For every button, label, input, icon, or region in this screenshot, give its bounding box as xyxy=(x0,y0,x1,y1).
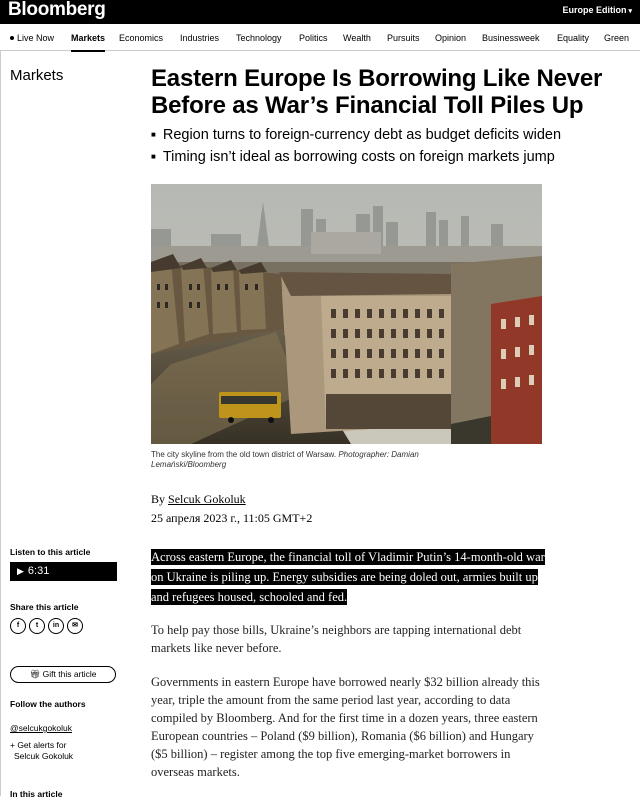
nav-item-label: Businessweek xyxy=(482,33,540,43)
headline-line-2: Before as War’s Financial Toll Piles Up xyxy=(151,92,584,119)
nav-item[interactable] xyxy=(236,33,282,43)
alerts-line-2: Selcuk Gokoluk xyxy=(14,751,74,761)
byline xyxy=(151,492,246,507)
article-headline xyxy=(151,65,640,119)
nav-item[interactable] xyxy=(557,33,589,43)
edition-label: Europe Edition xyxy=(562,5,627,15)
get-alerts-link[interactable] xyxy=(10,740,73,762)
nav-item[interactable] xyxy=(387,33,420,43)
email-icon[interactable]: ✉ xyxy=(67,618,83,634)
lead-paragraph xyxy=(151,547,551,607)
summary-bullet: ■ Timing isn’t ideal as borrowing costs on foreign markets jump xyxy=(151,147,640,169)
author-link[interactable]: Selcuk Gokoluk xyxy=(168,492,246,506)
nav-item[interactable] xyxy=(119,33,163,43)
listen-button[interactable] xyxy=(10,562,117,581)
nav-item-label: Equality xyxy=(557,33,590,43)
top-bar xyxy=(0,0,640,24)
left-divider xyxy=(0,50,1,796)
article-photo xyxy=(151,184,542,444)
share-heading: Share this article xyxy=(10,602,79,612)
nav-item-label: Live Now xyxy=(17,33,55,43)
article-summary xyxy=(151,125,640,169)
gift-label: Gift this article xyxy=(42,669,97,679)
caption-text: The city skyline from the old town district of Warsaw. xyxy=(151,450,337,459)
nav-item[interactable] xyxy=(343,33,371,43)
gift-article-button[interactable] xyxy=(10,666,116,683)
in-article-heading: In this article xyxy=(10,789,63,799)
byline-prefix: By xyxy=(151,492,166,506)
nav-item-label: Industries xyxy=(180,33,220,43)
caption-credit: Photographer: Damian Lemański/Bloomberg xyxy=(151,450,419,469)
section-label[interactable]: Markets xyxy=(10,67,64,84)
listen-duration: 6:31 xyxy=(27,565,50,577)
body-paragraph: Governments in eastern Europe have borrowed nearly $32 billion already this year, triple the amount from the same period last year, according to data compiled by Bloomberg. And for the first time in a dozen years, three eastern European countries – Poland ($9 billion), Romania ($6 billion) and Hungary ($5 billion) – register among the top five emerging-market borrowers in overseas markets. xyxy=(151,675,540,779)
main-nav xyxy=(0,24,640,51)
nav-item[interactable] xyxy=(71,33,105,43)
bloomberg-logo[interactable]: Bloomberg xyxy=(8,0,106,20)
nav-item[interactable] xyxy=(435,33,466,43)
summary-bullet: ■ Region turns to foreign-currency debt as budget deficits widen xyxy=(151,125,640,147)
nav-item[interactable] xyxy=(10,33,54,43)
photo-caption xyxy=(151,450,481,470)
nav-item-label: Pursuits xyxy=(387,33,420,43)
follow-heading: Follow the authors xyxy=(10,699,86,709)
author-handle-link[interactable]: @selcukgokoluk xyxy=(10,723,73,733)
nav-item-label: Opinion xyxy=(435,33,467,43)
share-icons xyxy=(10,618,86,636)
nav-item-label: Economics xyxy=(119,33,164,43)
twitter-icon[interactable]: t xyxy=(29,618,45,634)
headline-line-1: Eastern Europe Is Borrowing Like Never xyxy=(151,65,603,92)
nav-item-label: Wealth xyxy=(343,33,371,43)
nav-item[interactable] xyxy=(299,33,328,43)
nav-item-label: Politics xyxy=(299,33,328,43)
gift-icon: 🎁︎ xyxy=(29,669,41,679)
highlighted-text: Across eastern Europe, the financial toll of Vladimir Putin’s 14-month-old war on Ukraine is piling up. Energy subsidies are being doled out, armies built up and refugees housed, schooled and fed. xyxy=(151,550,545,604)
nav-item-label: Green xyxy=(604,33,630,43)
publish-date: 25 апреля 2023 г., 11:05 GMT+2 xyxy=(151,511,313,525)
listen-heading: Listen to this article xyxy=(10,547,91,557)
edition-selector[interactable] xyxy=(562,5,632,15)
play-icon: ▶ xyxy=(17,566,24,576)
facebook-icon[interactable]: f xyxy=(10,618,26,634)
nav-item-label: Markets xyxy=(71,33,106,43)
nav-item[interactable] xyxy=(482,33,540,43)
nav-item[interactable] xyxy=(180,33,219,43)
chevron-down-icon: ▾ xyxy=(628,8,632,15)
body-paragraph: To help pay those bills, Ukraine’s neighbors are tapping international debt markets like never before. xyxy=(151,623,522,655)
live-dot-icon xyxy=(10,36,14,40)
nav-item-label: Technology xyxy=(236,33,282,43)
alerts-line-1: + Get alerts for xyxy=(10,740,67,750)
nav-item[interactable] xyxy=(604,33,629,43)
linkedin-icon[interactable]: in xyxy=(48,618,64,634)
